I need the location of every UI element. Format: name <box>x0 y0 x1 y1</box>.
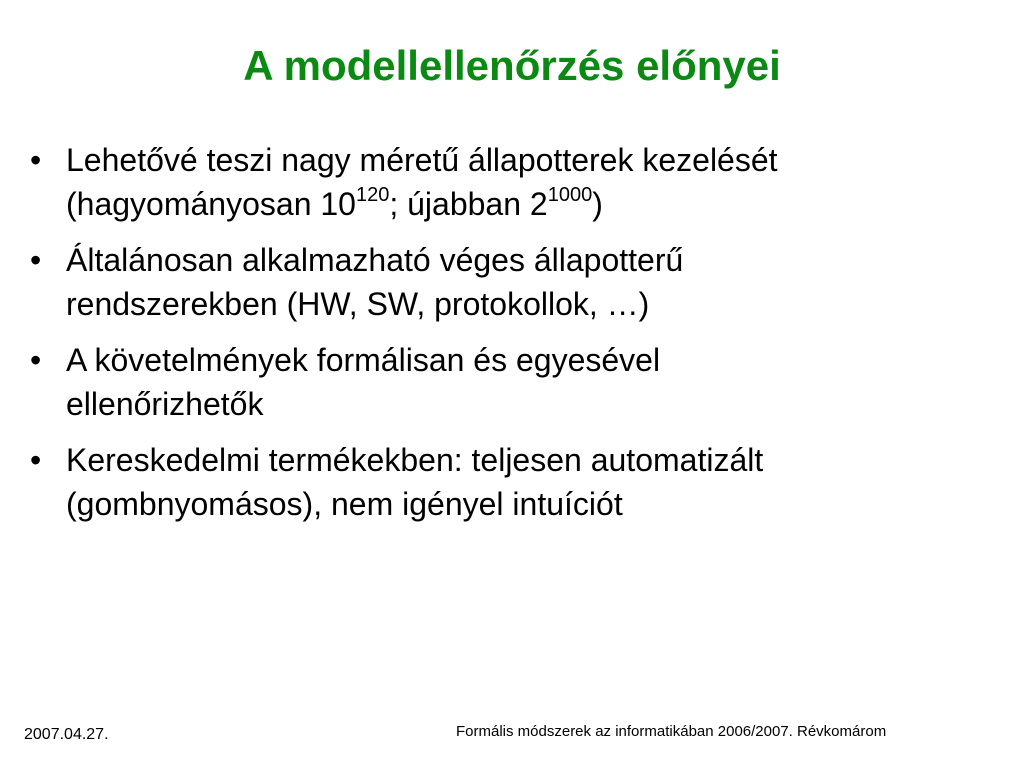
bullet-4-line-2: (gombnyomásos), nem igényel intuíciót <box>66 486 623 522</box>
bullet-2-line-1: Általánosan alkalmazható véges állapotterű <box>66 242 684 278</box>
bullet-1-line-2a: (hagyományosan 10 <box>66 186 356 222</box>
bullet-item-2 <box>26 238 986 326</box>
bullet-2-line-2: rendszerekben (HW, SW, protokollok, …) <box>66 286 650 322</box>
footer-date: 2007.04.27. <box>24 726 109 743</box>
bullet-1-line-2b: ; újabban 2 <box>389 186 548 222</box>
bullet-3-line-1: A követelmények formálisan és egyesével <box>66 342 661 378</box>
bullet-marker: • <box>30 142 42 178</box>
bullet-marker: • <box>30 242 42 278</box>
bullet-3-line-2: ellenőrizhetők <box>66 386 264 422</box>
bullet-list <box>26 138 986 538</box>
footer-course: Formális módszerek az informatikában 2006/2007. Révkomárom <box>456 723 887 740</box>
bullet-4-line-1: Kereskedelmi termékekben: teljesen automatizált <box>66 442 764 478</box>
bullet-marker: • <box>30 342 42 378</box>
bullet-1-line-2c: ) <box>592 186 603 222</box>
exponent-120: 120 <box>355 184 390 207</box>
bullet-item-4 <box>26 438 986 526</box>
bullet-marker: • <box>30 442 42 478</box>
bullet-1-line-1: Lehetővé teszi nagy méretű állapotterek kezelését <box>66 142 778 178</box>
slide-title: A modellellenőrzés előnyei <box>243 42 781 89</box>
bullet-item-1 <box>26 138 986 226</box>
exponent-1000: 1000 <box>547 184 593 207</box>
bullet-item-3 <box>26 338 986 426</box>
